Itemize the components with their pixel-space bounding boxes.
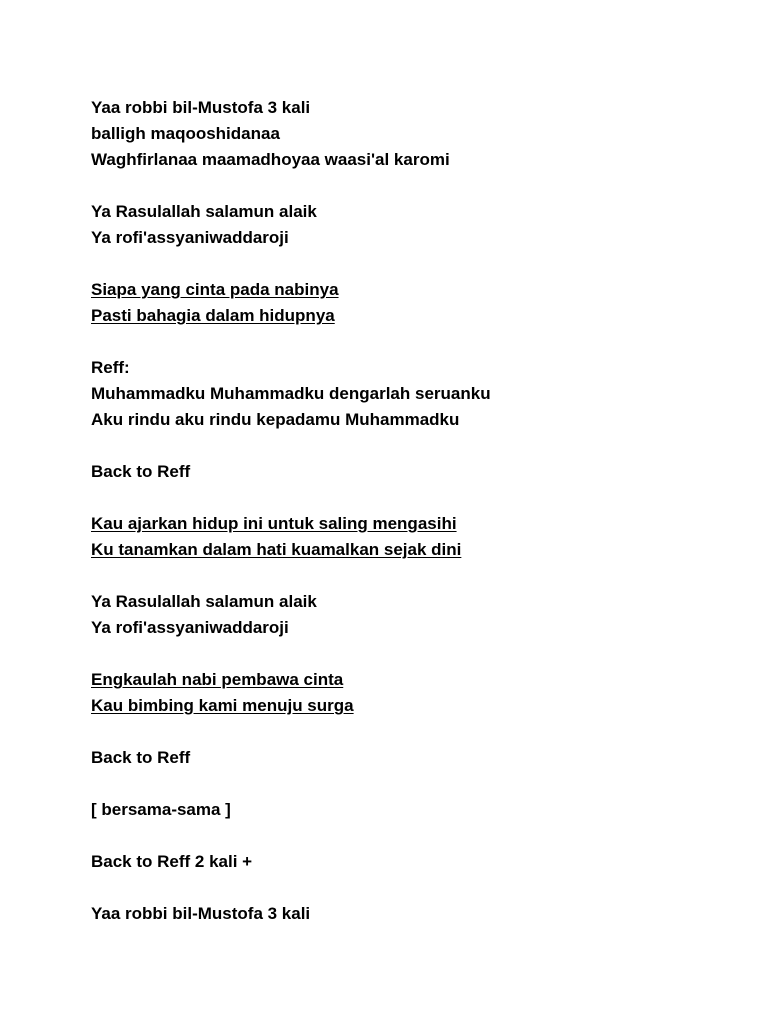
- blank-line: [91, 563, 731, 589]
- lyric-line: Waghfirlanaa maamadhoyaa waasi'al karomi: [91, 150, 450, 169]
- lyric-line: Aku rindu aku rindu kepadamu Muhammadku: [91, 410, 460, 429]
- performance-note: [ bersama-sama ]: [91, 800, 231, 819]
- repeat-instruction: Back to Reff 2 kali +: [91, 852, 253, 871]
- blank-line: [91, 771, 731, 797]
- lyric-line-underlined: Ku tanamkan dalam hati kuamalkan sejak dini: [91, 540, 462, 559]
- lyric-line-underlined: Pasti bahagia dalam hidupnya: [91, 306, 335, 325]
- repeat-instruction: Back to Reff: [91, 748, 191, 767]
- lyric-line: Ya Rasulallah salamun alaik: [91, 592, 317, 611]
- lyric-line-underlined: Kau bimbing kami menuju surga: [91, 696, 354, 715]
- lyric-line: Ya rofi'assyaniwaddaroji: [91, 618, 289, 637]
- lyrics-document: [91, 95, 731, 927]
- lyric-line: Ya Rasulallah salamun alaik: [91, 202, 317, 221]
- blank-line: [91, 433, 731, 459]
- blank-line: [91, 719, 731, 745]
- blank-line: [91, 823, 731, 849]
- lyric-line: Ya rofi'assyaniwaddaroji: [91, 228, 289, 247]
- lyric-line-underlined: Siapa yang cinta pada nabinya: [91, 280, 339, 299]
- lyric-line: Yaa robbi bil-Mustofa 3 kali: [91, 98, 311, 117]
- blank-line: [91, 641, 731, 667]
- repeat-instruction: Back to Reff: [91, 462, 191, 481]
- refrain-heading: Reff:: [91, 358, 130, 377]
- blank-line: [91, 173, 731, 199]
- blank-line: [91, 251, 731, 277]
- blank-line: [91, 329, 731, 355]
- blank-line: [91, 875, 731, 901]
- lyric-line-underlined: Kau ajarkan hidup ini untuk saling mengasihi: [91, 514, 457, 533]
- lyric-line-underlined: Engkaulah nabi pembawa cinta: [91, 670, 344, 689]
- lyric-line: Muhammadku Muhammadku dengarlah seruanku: [91, 384, 491, 403]
- lyric-line: balligh maqooshidanaa: [91, 124, 280, 143]
- blank-line: [91, 485, 731, 511]
- lyric-line: Yaa robbi bil-Mustofa 3 kali: [91, 904, 311, 923]
